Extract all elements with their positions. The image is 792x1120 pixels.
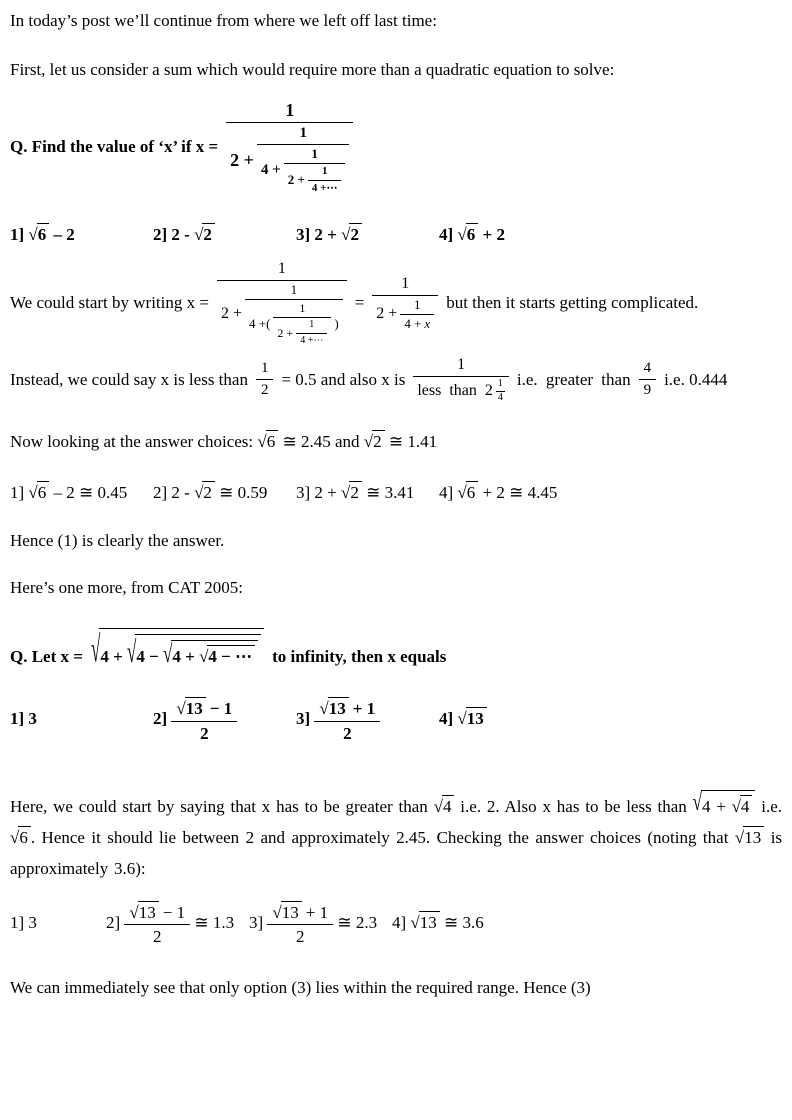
math-text: 2 + [287,172,305,188]
fraction-numerator [267,901,333,925]
sqrt [341,223,362,245]
fraction-numerator [314,697,380,721]
continued-fraction-level-3 [284,146,346,196]
nested-radical-level-3 [163,640,258,667]
sqrt [10,823,31,854]
math-text: 2 + [376,305,398,323]
option-fraction [171,697,237,744]
sqrt-sign-icon: √ [90,628,101,671]
reasoning-text: i.e. 2. Also x has to be less than [460,796,687,816]
option-text: + 2 ≅ 4.45 [478,483,558,503]
option-text: 4] [439,224,458,244]
option-text: 3] [296,709,311,729]
math-text: 2 + [277,325,294,340]
math-text: 4 + [172,647,195,666]
fraction-denominator: 4 +⋯ [300,334,324,346]
sqrt-sign-icon: √ [163,640,173,668]
option-1 [10,223,153,245]
sqrt [194,481,215,503]
fraction-denominator [400,315,434,332]
sqrt-sign-icon: √ [341,483,351,503]
option-text: + 2 [478,224,505,244]
sqrt [735,823,764,854]
fraction-numerator: 4 [639,359,657,380]
math-text: 4 + [100,647,123,666]
bound-fraction [413,355,509,404]
fraction-denominator [372,296,438,333]
sqrt [457,707,486,729]
option-text: 2] 2 - [153,483,195,503]
radicand: 13 [185,697,206,719]
option-text: 1] [10,483,29,503]
sqrt-sign-icon: √ [28,483,38,503]
continued-fraction-level-2 [245,282,343,347]
math-text: 2 + [220,305,242,323]
math-text: − 1 [162,902,186,922]
option-2 [153,223,296,245]
sqrt [257,430,278,452]
sqrt-sign-icon: √ [272,902,282,922]
sqrt-sign-icon: √ [692,788,702,816]
radicand: 13 [138,901,159,923]
option-text: 2] 2 - [153,224,195,244]
radicand: 2 [349,481,362,503]
reasoning-text: is approximately 3.6): [10,827,783,878]
radicand: 2 [202,481,215,503]
sqrt-sign-icon: √ [457,224,467,244]
fraction-numerator: 1 [496,378,505,392]
radicand: 6 [37,481,50,503]
approx-option-2 [106,901,249,948]
fraction-denominator: 4 [497,391,503,403]
fraction-numerator: 1 [296,319,327,334]
working-row [10,259,782,347]
fraction-numerator: 1 [308,165,342,181]
fraction-denominator: 9 [643,382,652,398]
fraction-denominator [413,377,509,404]
radicand: 13 [419,911,440,933]
fraction-denominator: 2 [296,926,305,946]
sqrt [457,481,478,503]
option-text: – 2 [49,224,75,244]
sqrt-sign-icon: √ [199,647,209,666]
sqrt [194,223,215,245]
option-fraction [314,697,380,744]
sqrt [272,901,301,923]
reasoning-paragraph [10,790,782,885]
sqrt [434,792,455,823]
option-text: 2] [106,912,121,932]
estimation-text: i.e. 0.444 [664,369,728,389]
nested-radical-level-4 [199,645,255,667]
radicand [701,790,755,817]
option-text: 3] [249,912,264,932]
sqrt-sign-icon: √ [734,827,745,847]
question-1-options-row [10,223,782,245]
fraction-numerator: 1 [257,124,350,145]
nested-radical [693,790,756,823]
question-2-tail: to infinity, then x equals [272,647,447,666]
closing-paren: ) [334,315,339,331]
sqrt-sign-icon: √ [257,432,267,451]
sqrt-sign-icon: √ [176,699,186,719]
option-text: 1] 3 [10,709,37,729]
radicand: 2 [372,430,385,452]
approx-option-4 [439,481,557,503]
radicand: 4 − ⋯ [207,645,255,667]
option-3 [296,697,439,744]
sqrt-sign-icon: √ [127,634,137,670]
estimation-text: i.e. greater than [516,369,631,389]
sqrt [28,223,49,245]
working-lead-text: We could start by writing x = [10,293,209,313]
fraction-numerator [171,697,237,721]
equals-sign: = [354,293,365,313]
fraction-numerator: 1 [413,355,509,377]
math-text: 4 − [136,647,159,666]
option-text: 3] 2 + [296,483,341,503]
continued-fraction-level-2 [257,124,350,196]
continued-fraction [226,99,353,196]
sqrt-sign-icon: √ [319,699,329,719]
continued-fraction [217,259,347,347]
option-text: ≅ 1.3 [190,912,235,932]
continued-fraction-level-4 [308,165,342,196]
estimation-text: Instead, we could say x is less than [10,369,248,389]
conclusion-1: Hence (1) is clearly the answer. [10,530,225,550]
approx-option-3 [249,901,392,948]
approx-option-3 [296,481,439,503]
sqrt-sign-icon: √ [457,709,467,729]
option-1 [10,708,153,729]
sqrt-sign-icon: √ [194,483,204,503]
option-text: 2] [153,709,168,729]
transition-line: Here’s one more, from CAT 2005: [10,577,243,597]
radicand: 2 [349,223,362,245]
fraction-numerator: 1 [400,297,434,315]
fraction-denominator: 2 [153,926,162,946]
fraction-denominator: 4 +⋯ [311,181,338,194]
sqrt [129,901,158,923]
question-1-label: Q. Find the value of ‘x’ if x = [10,137,219,157]
fraction-denominator [257,145,350,196]
fraction-denominator [217,281,347,347]
one-quarter-fraction [496,378,505,404]
sqrt-sign-icon: √ [129,902,139,922]
sqrt-sign-icon: √ [433,796,443,816]
math-text: 2 + [230,149,254,170]
option-4 [439,223,505,245]
sqrt-sign-icon: √ [28,224,38,244]
estimation-row [10,355,782,404]
sqrt-sign-icon: √ [10,827,20,847]
question-2-row [10,628,782,671]
fraction-numerator: 1 [245,282,343,300]
sqrt [341,481,362,503]
option-4 [439,707,487,729]
reasoning-text: i.e. [761,796,783,816]
sqrt [364,430,385,452]
math-text: 4 + [404,315,422,331]
option-text: 1] 3 [10,912,37,932]
sqrt-sign-icon: √ [363,432,374,451]
fraction-numerator: 1 [226,99,353,124]
math-text: 4 +( [249,315,271,331]
fraction-numerator: 1 [256,359,274,380]
intro-paragraph-2: First, let us consider a sum which would require more than a quadratic equation to solve: [10,60,615,80]
working-tail-text: but then it starts getting complicated. [446,293,699,313]
option-3 [296,223,439,245]
fraction-denominator: 2 [200,723,209,743]
radicand: 6 [266,430,279,452]
sqrt-sign-icon: √ [457,483,467,503]
intro-paragraph-1: In today’s post we’ll continue from where we left off last time: [10,11,437,30]
math-text: + 1 [352,699,376,719]
one-half-fraction [256,359,274,400]
lookup-line [10,430,782,452]
fraction-numerator [124,901,190,925]
option-text: – 2 ≅ 0.45 [49,483,128,503]
sqrt-sign-icon: √ [410,912,420,932]
fraction-denominator [226,123,353,196]
math-text: 4 + [260,162,281,179]
option-text: ≅ 2.3 [333,912,378,932]
lookup-text: ≅ 2.45 and [282,432,360,451]
lookup-text: Now looking at the answer choices: [10,432,254,451]
sqrt-sign-icon: √ [731,796,741,816]
reasoning-text: . Hence it should lie between 2 and approximately 2.45. Checking the answer choices (noting that [30,827,729,847]
radicand: 6 [466,481,479,503]
radicand [135,634,261,667]
four-ninths-fraction [639,359,657,400]
sqrt-sign-icon: √ [341,224,351,244]
question-2-approx-row [10,901,782,948]
question-2-label: Q. Let x = [10,647,83,666]
option-2 [153,697,296,744]
option-text: 3] 2 + [296,224,342,244]
sqrt [28,481,49,503]
radicand [171,640,258,667]
math-text: − 1 [209,699,233,719]
fraction-numerator: 1 [217,259,347,281]
nested-radical-level-2 [127,634,261,670]
question-2-options-row [10,697,782,744]
estimation-text: = 0.5 and also x is [281,369,406,389]
fraction-denominator [284,164,346,196]
math-text: 4 + [701,796,726,816]
sqrt [410,911,439,933]
radicand: 6 [466,223,479,245]
approx-option-4 [392,911,484,933]
fraction-denominator: 2 [343,723,352,743]
radicand: 13 [743,826,764,848]
approx-option-1 [10,912,106,933]
radicand: 13 [281,901,302,923]
nested-radical [90,628,264,671]
option-text: 4] [392,912,411,932]
option-text: 4] [439,483,458,503]
option-fraction [124,901,190,948]
fraction-numerator: 1 [284,146,346,164]
option-text: 4] [439,709,458,729]
continued-fraction-level-3 [273,301,331,347]
radicand: 6 [18,826,31,848]
sqrt [319,697,348,719]
radicand: 13 [328,697,349,719]
fraction-denominator: 2 [260,382,269,398]
radicand [99,628,264,670]
sqrt [457,223,478,245]
approx-option-2 [153,481,296,503]
option-text: 1] [10,224,29,244]
fraction-denominator [273,318,331,347]
variable-x: x [424,315,431,331]
radicand: 4 [442,795,455,817]
reasoning-text: Here, we could start by saying that x has to be greater than [10,796,428,816]
inner-fraction [400,297,434,333]
simplified-fraction [372,274,438,333]
radicand: 2 [202,223,215,245]
option-text: ≅ 0.59 [214,483,268,503]
continued-fraction-level-4 [296,319,327,347]
radicand: 6 [37,223,50,245]
lookup-text: ≅ 1.41 [388,432,438,451]
fraction-numerator: 1 [372,274,438,296]
sqrt-sign-icon: √ [194,224,204,244]
sqrt [176,697,205,719]
question-1-row [10,99,782,196]
option-text: ≅ 3.6 [439,912,484,932]
option-fraction [267,901,333,948]
radicand: 4 [740,795,753,817]
option-text: ≅ 3.41 [361,483,415,503]
final-conclusion: We can immediately see that only option (3) lies within the required range. Hence (3) [10,978,591,998]
question-1-approx-row [10,481,782,503]
inner-sqrt [732,795,753,817]
radicand: 13 [466,707,487,729]
math-text: + 1 [305,902,329,922]
math-text: less than 2 [417,382,493,399]
fraction-denominator [245,300,343,347]
fraction-numerator: 1 [273,301,331,318]
approx-option-1 [10,481,153,503]
